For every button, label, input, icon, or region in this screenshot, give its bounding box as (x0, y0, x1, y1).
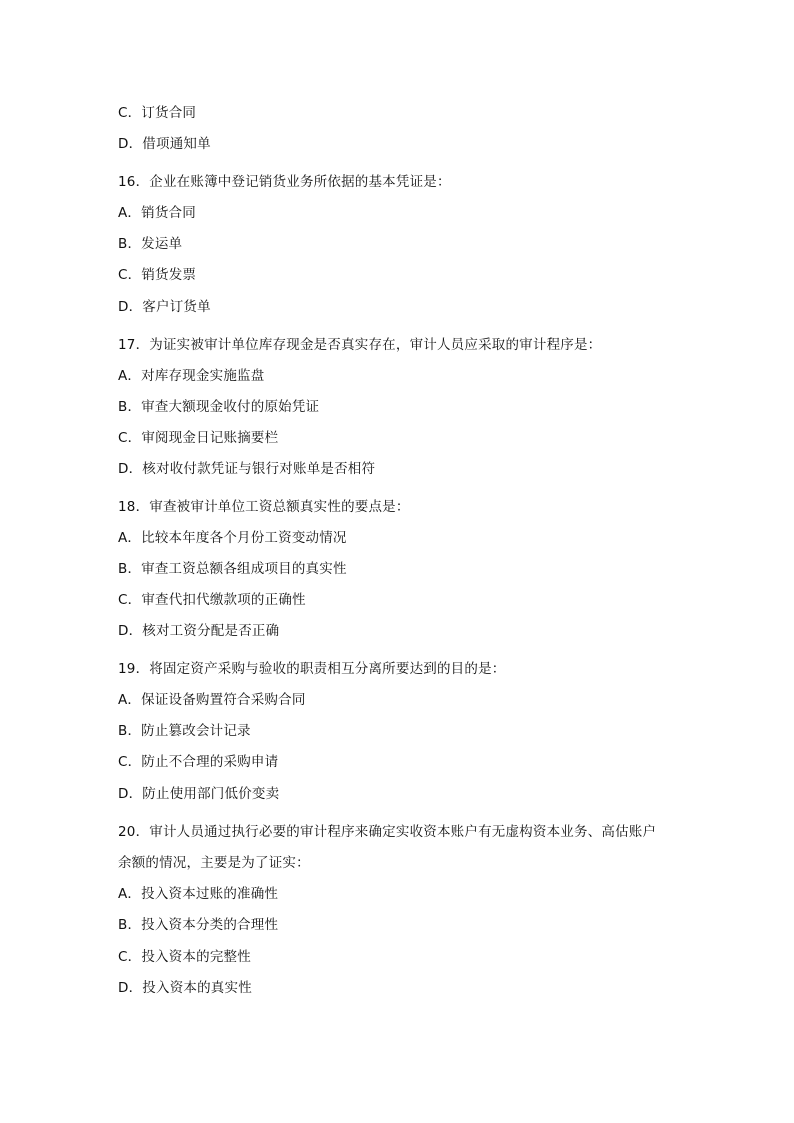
question-20-line-1: 20．审计人员通过执行必要的审计程序来确定实收资本账户有无虚构资本业务、高估账户 (118, 824, 657, 840)
option-17-a: A．对库存现金实施监盘 (118, 368, 265, 384)
option-18-d: D．核对工资分配是否正确 (118, 623, 280, 639)
option-17-d: D．核对收付款凭证与银行对账单是否相符 (118, 461, 376, 477)
option-15-c: C．订货合同 (118, 105, 197, 121)
option-20-a: A．投入资本过账的准确性 (118, 886, 279, 902)
option-16-b: B．发运单 (118, 236, 183, 252)
question-16: 16．企业在账簿中登记销货业务所依据的基本凭证是： (118, 174, 451, 190)
option-18-a: A．比较本年度各个月份工资变动情况 (118, 530, 347, 546)
option-16-a: A．销货合同 (118, 205, 196, 221)
option-20-b: B．投入资本分类的合理性 (118, 917, 279, 933)
option-17-c: C．审阅现金日记账摘要栏 (118, 430, 279, 446)
option-19-b: B．防止篡改会计记录 (118, 723, 251, 739)
question-17: 17．为证实被审计单位库存现金是否真实存在，审计人员应采取的审计程序是： (118, 337, 602, 353)
option-19-c: C．防止不合理的采购申请 (118, 754, 279, 770)
option-18-b: B．审查工资总额各组成项目的真实性 (118, 561, 347, 577)
option-16-d: D．客户订货单 (118, 299, 211, 315)
option-19-d: D．防止使用部门低价变卖 (118, 786, 280, 802)
option-17-b: B．审查大额现金收付的原始凭证 (118, 399, 320, 415)
question-19: 19．将固定资产采购与验收的职责相互分离所要达到的目的是： (118, 661, 506, 677)
option-15-d: D．借项通知单 (118, 136, 211, 152)
option-19-a: A．保证设备购置符合采购合同 (118, 692, 306, 708)
option-20-d: D．投入资本的真实性 (118, 980, 252, 996)
option-20-c: C．投入资本的完整性 (118, 949, 251, 965)
question-18: 18．审查被审计单位工资总额真实性的要点是： (118, 499, 410, 515)
option-16-c: C．销货发票 (118, 267, 197, 283)
question-20-line-2: 余额的情况，主要是为了证实： (118, 855, 310, 871)
option-18-c: C．审查代扣代缴款项的正确性 (118, 592, 306, 608)
